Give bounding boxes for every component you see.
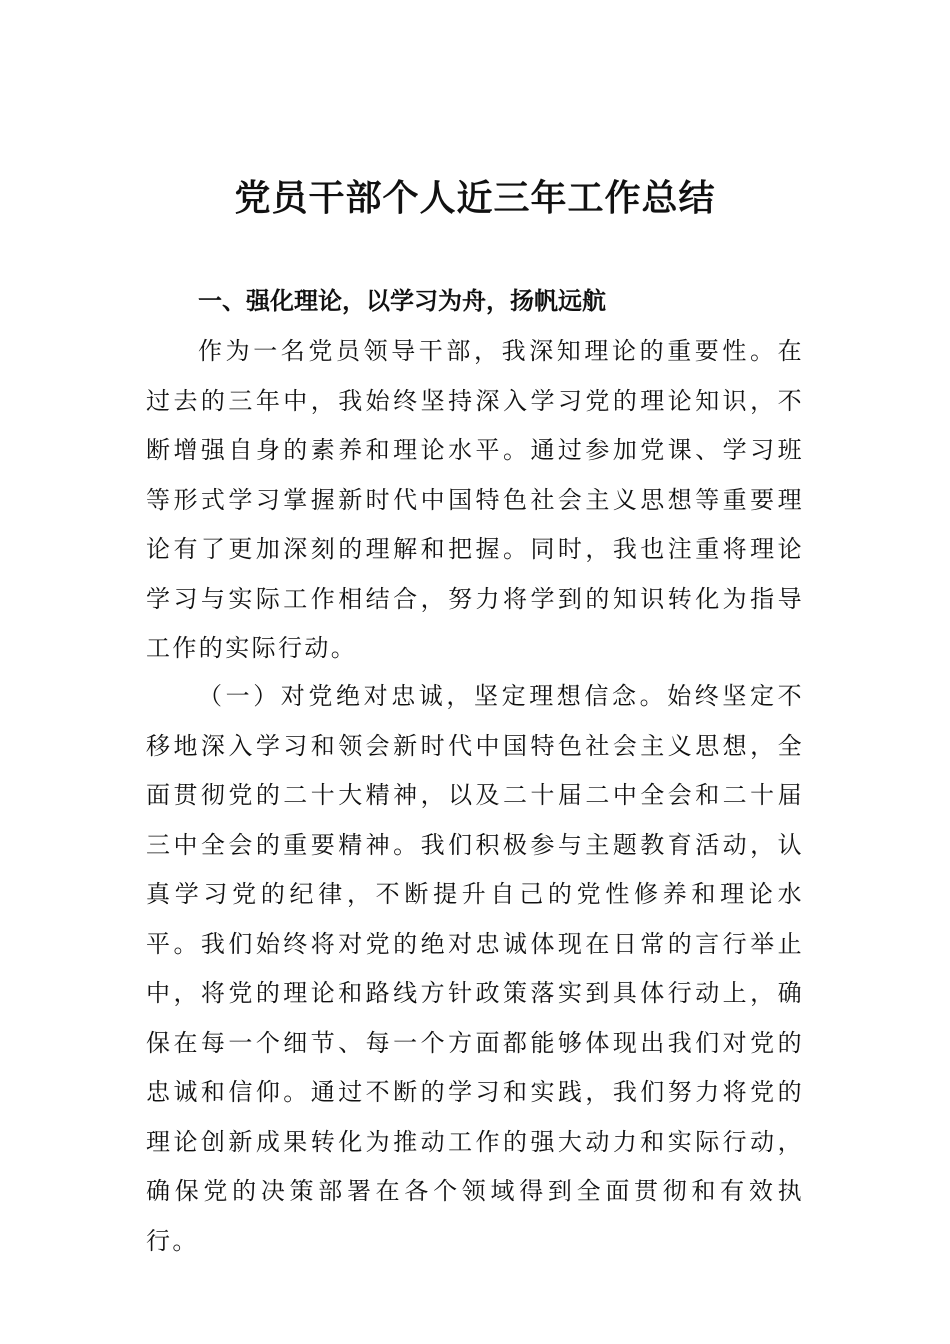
body-paragraph: 作为一名党员领导干部，我深知理论的重要性。在过去的三年中，我始终坚持深入学习党的理论知识，不断增强自身的素养和理论水平。通过参加党课、学习班等形式学习掌握新时代中国特色社会主义思想等重要理论有了更加深刻的理解和把握。同时，我也注重将理论学习与实际工作相结合，努力将学到的知识转化为指导工作的实际行动。 [146,337,804,662]
body-paragraph: （一）对党绝对忠诚，坚定理想信念。始终坚定不移地深入学习和领会新时代中国特色社会主义思想，全面贯彻党的二十大精神，以及二十届二中全会和二十届三中全会的重要精神。我们积极参与主题教育活动，认真学习党的纪律，不断提升自己的党性修养和理论水平。我们始终将对党的绝对忠诚体现在日常的言行举止中，将党的理论和路线方针政策落实到具体行动上，确保在每一个细节、每一个方面都能够体现出我们对党的忠诚和信仰。通过不断的学习和实践，我们努力将党的理论创新成果转化为推动工作的强大动力和实际行动，确保党的决策部署在各个领域得到全面贯彻和有效执行。 [146,682,804,1255]
document-title: 党员干部个人近三年工作总结 [234,177,716,219]
section-heading: 一、强化理论，以学习为舟，扬帆远航 [198,287,606,315]
